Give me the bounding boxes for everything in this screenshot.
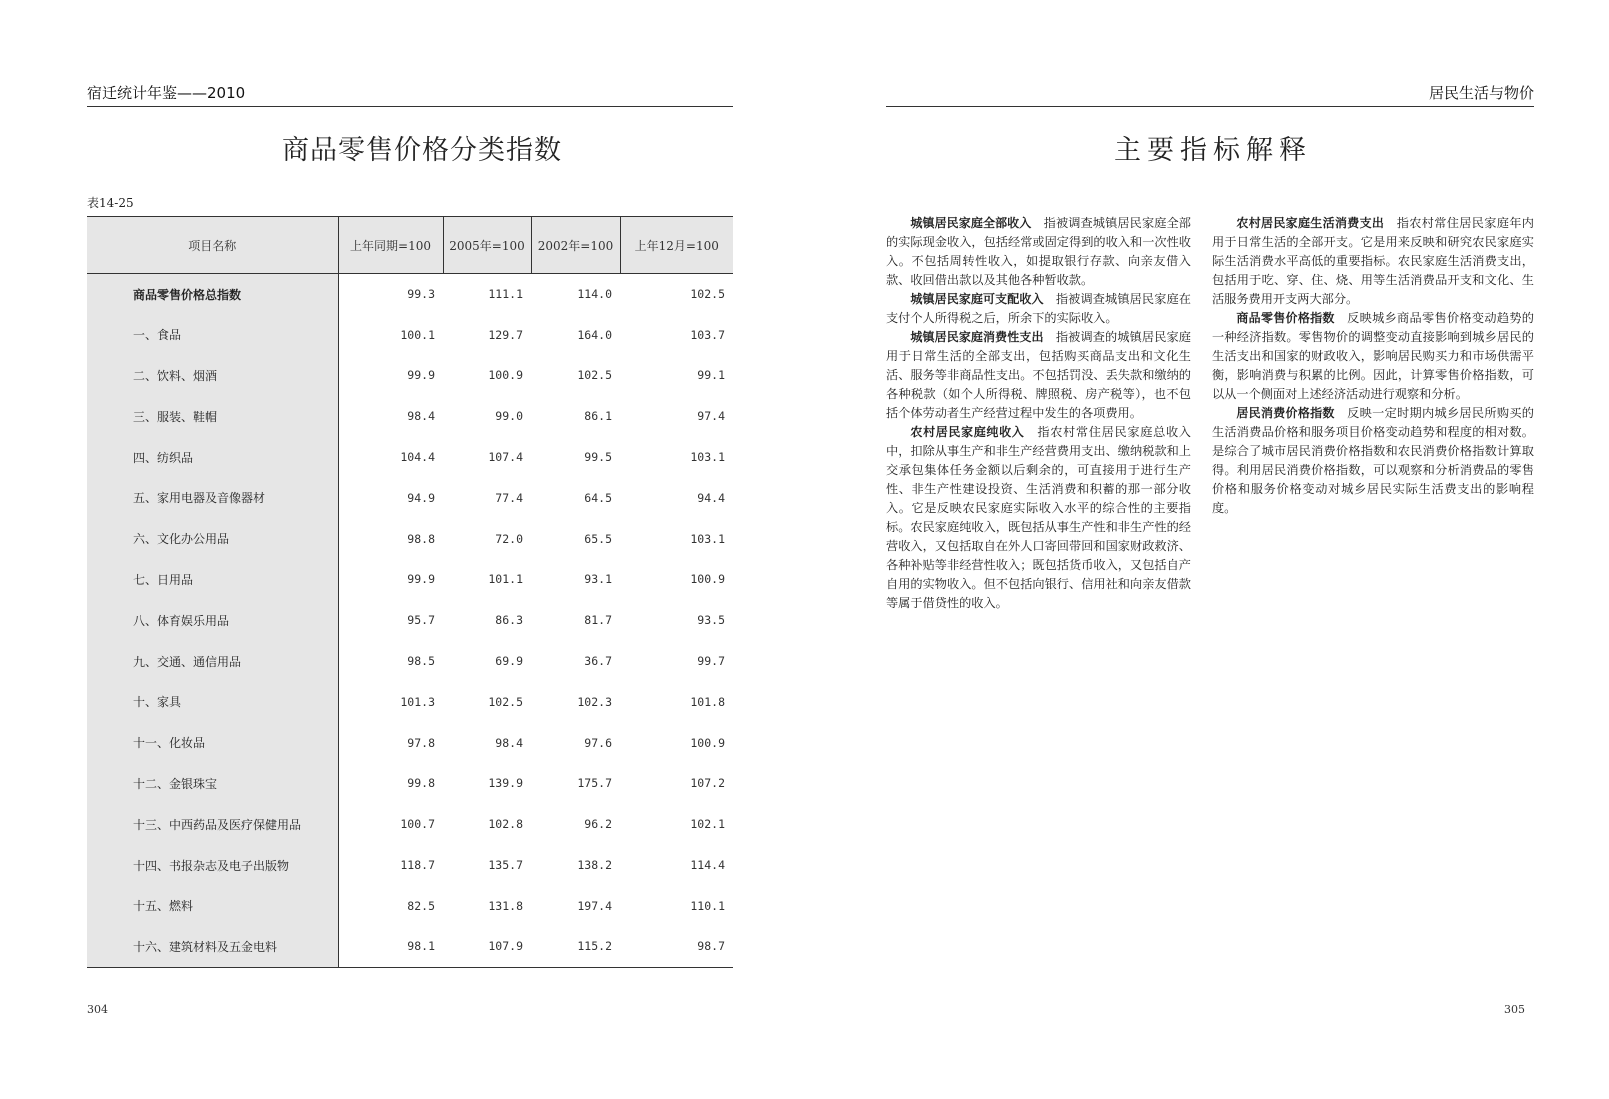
definition-text: 指被调查的城镇居民家庭用于日常生活的全部支出，包括购买商品支出和文化生活、服务等非商品性支出。不包括罚没、丢失款和缴纳的各种税款（如个人所得税、牌照税、房产税等），也不包括个体劳动者生产经营过程中发生的各项费用。: [886, 330, 1191, 420]
header-2005: 2005年=100: [443, 217, 531, 274]
table-row: [87, 477, 733, 518]
table-row: [87, 600, 733, 641]
value-2002: 93.1: [584, 572, 612, 587]
page-title-right: 主要指标解释: [1114, 135, 1312, 166]
definition-text: 指被调查城镇居民家庭全部的实际现金收入，包括经常或固定得到的收入和一次性收入。不包括周转性收入，如提取银行存款、向亲友借入款、收回借出款以及其他各种暂收款。: [886, 216, 1191, 287]
value-prev-year: 98.1: [338, 926, 443, 967]
value-prev-december: 93.5: [697, 613, 725, 628]
value-prev-december: 99.7: [697, 654, 725, 669]
value-prev-december: 103.1: [690, 450, 725, 465]
definition-entry: [1212, 309, 1534, 404]
table-header-row: [87, 217, 733, 274]
definition-term: 农村居民家庭纯收入: [910, 425, 1025, 439]
table-row: [87, 804, 733, 845]
right-page: [804, 0, 1609, 1099]
row-name: 二、饮料、烟酒: [87, 355, 338, 396]
value-prev-year: 100.7: [400, 817, 435, 832]
value-2005: 107.9: [443, 926, 531, 967]
value-2005: 111.1: [488, 287, 523, 302]
row-name: 三、服装、鞋帽: [87, 396, 338, 437]
table-number: 表14-25: [87, 196, 134, 210]
value-prev-year: 99.8: [407, 776, 435, 791]
definition-text: 指农村常住居民家庭年内用于日常生活的全部开支。它是用来反映和研究农民家庭实际生活消费水平高低的重要指标。农民家庭生活消费支出，包括用于吃、穿、住、烧、用等生活消费品开支和文化、生活服务费用开支两大部分。: [1212, 216, 1534, 306]
row-name: 商品零售价格总指数: [87, 274, 338, 315]
value-2002: 197.4: [577, 898, 612, 913]
value-prev-year: 118.7: [400, 858, 435, 873]
value-2005: 135.7: [488, 858, 523, 873]
value-2002: 65.5: [584, 531, 612, 546]
value-2005: 101.1: [488, 572, 523, 587]
value-2002: 81.7: [584, 613, 612, 628]
header-2002: 2002年=100: [531, 217, 620, 274]
definitions-column-2: [1212, 214, 1534, 518]
header-prev-year: 上年同期=100: [338, 217, 443, 274]
table-row: [87, 681, 733, 722]
value-prev-december: 114.4: [690, 858, 725, 873]
row-name: 七、日用品: [87, 559, 338, 600]
value-2002: 96.2: [584, 817, 612, 832]
value-prev-year: 99.3: [407, 287, 435, 302]
table-row: [87, 885, 733, 926]
table-row: [87, 355, 733, 396]
value-2005: 72.0: [495, 531, 523, 546]
row-name: 十四、书报杂志及电子出版物: [87, 845, 338, 886]
value-2002: 102.5: [577, 368, 612, 383]
row-name: 十六、建筑材料及五金电料: [87, 926, 338, 967]
running-head-right: 居民生活与物价: [886, 84, 1534, 107]
definition-term: 商品零售价格指数: [1236, 311, 1335, 325]
value-2005: 129.7: [488, 327, 523, 342]
header-item-name: 项目名称: [87, 217, 338, 274]
definition-text: 指被调查城镇居民家庭在支付个人所得税之后，所余下的实际收入。: [886, 292, 1191, 325]
value-prev-year: 99.9: [407, 368, 435, 383]
header-prev-december: 上年12月=100: [620, 217, 733, 274]
definition-entry: [886, 214, 1191, 290]
value-2005: 131.8: [488, 898, 523, 913]
table-row: [87, 396, 733, 437]
value-2005: 69.9: [495, 654, 523, 669]
table-row: [87, 722, 733, 763]
left-page: [0, 0, 804, 1099]
value-2002: 64.5: [584, 490, 612, 505]
row-name: 九、交通、通信用品: [87, 641, 338, 682]
value-prev-year: 100.1: [400, 327, 435, 342]
table-row: [87, 437, 733, 478]
value-2005: 99.0: [495, 409, 523, 424]
value-2005: 100.9: [488, 368, 523, 383]
table-row: [87, 926, 733, 967]
definition-term: 城镇居民家庭消费性支出: [910, 330, 1044, 344]
value-prev-december: 107.2: [690, 776, 725, 791]
definition-term: 居民消费价格指数: [1236, 406, 1335, 420]
page-title-left: 商品零售价格分类指数: [282, 135, 562, 166]
value-prev-december: 97.4: [697, 409, 725, 424]
row-name: 十五、燃料: [87, 885, 338, 926]
row-name: 十一、化妆品: [87, 722, 338, 763]
page-number-left: 304: [87, 1003, 108, 1016]
value-prev-december: 101.8: [690, 694, 725, 709]
value-prev-december: 100.9: [690, 572, 725, 587]
value-2002: 138.2: [577, 858, 612, 873]
definition-entry: [1212, 404, 1534, 518]
value-2005: 102.5: [488, 694, 523, 709]
definition-term: 农村居民家庭生活消费支出: [1236, 216, 1385, 230]
value-prev-year: 98.8: [407, 531, 435, 546]
value-2002: 97.6: [584, 735, 612, 750]
definition-text: 反映城乡商品零售价格变动趋势的一种经济指数。零售物价的调整变动直接影响到城乡居民的生活支出和国家的财政收入，影响居民购买力和市场供需平衡，影响消费与积累的比例。因此，计算零售价格指数，可以从一个侧面对上述经济活动进行观察和分析。: [1212, 311, 1534, 401]
table-row: [87, 559, 733, 600]
row-name: 四、纺织品: [87, 437, 338, 478]
definition-entry: [1212, 214, 1534, 309]
value-prev-year: 82.5: [407, 898, 435, 913]
value-prev-year: 98.4: [407, 409, 435, 424]
definition-term: 城镇居民家庭全部收入: [910, 216, 1032, 230]
value-prev-december: 94.4: [697, 490, 725, 505]
definitions-column-1: [886, 214, 1191, 613]
value-2005: 77.4: [495, 490, 523, 505]
row-name: 十、家具: [87, 681, 338, 722]
value-2002: 164.0: [577, 327, 612, 342]
row-name: 八、体育娱乐用品: [87, 600, 338, 641]
table-row: [87, 274, 733, 315]
value-2002: 99.5: [584, 450, 612, 465]
value-prev-year: 94.9: [407, 490, 435, 505]
value-2005: 139.9: [488, 776, 523, 791]
row-name: 一、食品: [87, 314, 338, 355]
value-2002: 115.2: [531, 926, 620, 967]
definition-entry: [886, 328, 1191, 423]
value-prev-december: 98.7: [620, 926, 733, 967]
value-prev-december: 103.7: [690, 327, 725, 342]
table-row: [87, 518, 733, 559]
value-prev-december: 102.5: [690, 287, 725, 302]
value-prev-december: 99.1: [697, 368, 725, 383]
table-row: [87, 845, 733, 886]
page-number-right: 305: [1504, 1003, 1525, 1016]
row-name: 五、家用电器及音像器材: [87, 477, 338, 518]
value-2002: 175.7: [577, 776, 612, 791]
value-2005: 98.4: [495, 735, 523, 750]
value-prev-december: 100.9: [690, 735, 725, 750]
value-2005: 102.8: [488, 817, 523, 832]
value-prev-year: 104.4: [400, 450, 435, 465]
value-prev-year: 98.5: [407, 654, 435, 669]
value-2002: 36.7: [584, 654, 612, 669]
price-index-table: [87, 216, 733, 968]
value-prev-year: 99.9: [407, 572, 435, 587]
value-2005: 107.4: [488, 450, 523, 465]
definition-term: 城镇居民家庭可支配收入: [910, 292, 1044, 306]
row-name: 六、文化办公用品: [87, 518, 338, 559]
value-prev-december: 102.1: [690, 817, 725, 832]
definition-text: 反映一定时期内城乡居民所购买的生活消费品价格和服务项目价格变动趋势和程度的相对数。是综合了城市居民消费价格指数和农民消费价格指数计算取得。利用居民消费价格指数，可以观察和分析消费品的零售价格和服务价格变动对城乡居民实际生活费支出的影响程度。: [1212, 406, 1534, 515]
definition-text: 指农村常住居民家庭总收入中，扣除从事生产和非生产经营费用支出、缴纳税款和上交承包集体任务金额以后剩余的，可直接用于进行生产性、非生产性建设投资、生活消费和积蓄的那一部分收入。它是反映农民家庭实际收入水平的综合性的主要指标。农民家庭纯收入，既包括从事生产性和非生产性的经营收入，又包括取自在外人口寄回带回和国家财政救济、各种补贴等非经营性收入；既包括货币收入，又包括自产自用的实物收入。但不包括向银行、信用社和向亲友借款等属于借贷性的收入。: [886, 425, 1191, 610]
value-prev-year: 95.7: [407, 613, 435, 628]
table-row: [87, 641, 733, 682]
row-name: 十二、金银珠宝: [87, 763, 338, 804]
value-prev-december: 110.1: [690, 898, 725, 913]
table-row: [87, 763, 733, 804]
value-prev-year: 101.3: [400, 694, 435, 709]
table-row: [87, 314, 733, 355]
value-2005: 86.3: [495, 613, 523, 628]
value-2002: 86.1: [584, 409, 612, 424]
definition-entry: [886, 290, 1191, 328]
value-2002: 102.3: [577, 694, 612, 709]
row-name: 十三、中西药品及医疗保健用品: [87, 804, 338, 845]
value-2002: 114.0: [577, 287, 612, 302]
value-prev-year: 97.8: [407, 735, 435, 750]
definition-entry: [886, 423, 1191, 613]
value-prev-december: 103.1: [690, 531, 725, 546]
running-head-left: 宿迁统计年鉴——2010: [87, 84, 733, 107]
